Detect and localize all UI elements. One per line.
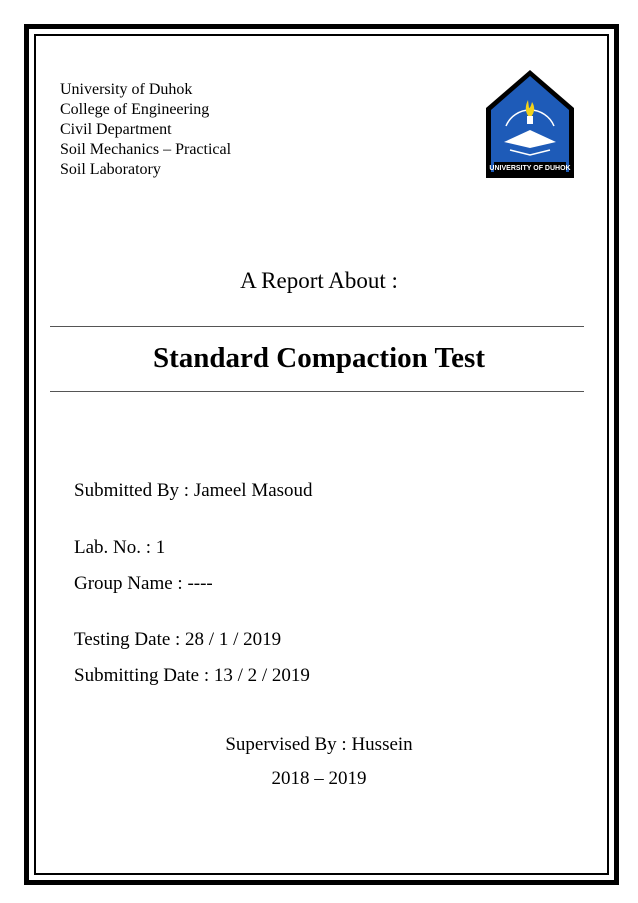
group-name: Group Name : ---- xyxy=(74,573,213,594)
department-name: Civil Department xyxy=(60,121,172,138)
testing-date: Testing Date : 28 / 1 / 2019 xyxy=(74,629,282,650)
university-name: University of Duhok xyxy=(60,81,193,98)
title-rule-top xyxy=(50,326,584,327)
report-about-label: A Report About : xyxy=(240,268,398,293)
lab-name: Soil Laboratory xyxy=(60,161,161,178)
submitted-by: Submitted By : Jameel Masoud xyxy=(74,480,313,501)
college-name: College of Engineering xyxy=(60,101,210,118)
lab-number: Lab. No. : 1 xyxy=(74,537,166,558)
title-rule-bottom xyxy=(50,391,584,392)
university-logo xyxy=(484,68,576,180)
supervised-by: Supervised By : Hussein xyxy=(225,734,413,755)
logo-caption: UNIVERSITY OF DUHOK xyxy=(489,165,571,172)
course-name: Soil Mechanics – Practical xyxy=(60,141,232,158)
submitting-date: Submitting Date : 13 / 2 / 2019 xyxy=(74,665,310,686)
academic-year: 2018 – 2019 xyxy=(271,768,367,789)
institution-header xyxy=(60,80,231,180)
report-title: Standard Compaction Test xyxy=(153,342,485,374)
